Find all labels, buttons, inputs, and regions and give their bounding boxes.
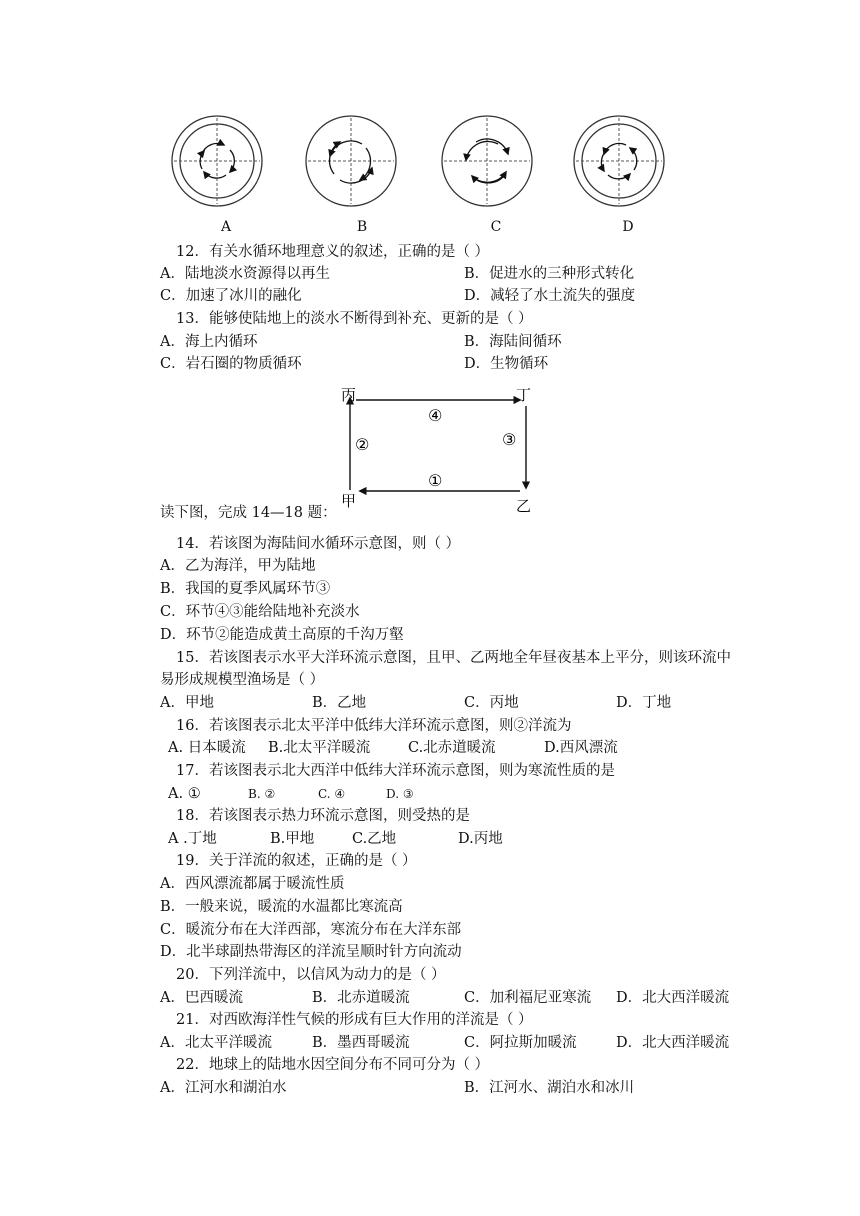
question-13-option-c: C．岩石圈的物质循环 [160,356,302,372]
cycle-diagram [330,378,540,516]
question-18-option-d: D.丙地 [458,831,503,847]
question-17-option-a: A. ① [168,786,201,802]
edge-top-label: ④ [428,406,443,425]
question-12-option-a: A．陆地淡水资源得以再生 [160,266,330,282]
question-15-option-b: B．乙地 [312,695,367,711]
question-15-stem-continued: 易形成规模型渔场是（ ） [160,672,325,688]
question-14-option-c: C．环节④③能给陆地补充淡水 [160,604,360,620]
question-19-stem: 19．关于洋流的叙述，正确的是（ ） [176,853,417,869]
question-12-option-c: C．加速了冰川的融化 [160,288,302,304]
question-12-option-d: D．减轻了水土流失的强度 [464,288,636,304]
question-16-stem: 16．若该图表示北太平洋中低纬大洋环流示意图，则②洋流为 [176,718,572,734]
question-13-stem: 13．能够使陆地上的淡水不断得到补充、更新的是（ ） [176,311,533,327]
question-21-option-c: C．阿拉斯加暖流 [464,1035,577,1051]
read-prompt: 读下图，完成 14—18 题： [160,505,337,521]
question-16-option-c: C.北赤道暖流 [408,740,496,756]
diagram-label-d: D [622,219,634,235]
question-19-option-d: D．北半球副热带海区的洋流呈顺时针方向流动 [160,944,462,960]
question-17-stem: 17．若该图表示北大西洋中低纬大洋环流示意图，则为寒流性质的是 [176,763,615,779]
question-16-option-a: A. 日本暖流 [168,740,246,756]
question-15-stem: 15．若该图表示水平大洋环流示意图，且甲、乙两地全年昼夜基本上平分，则该环流中 [176,650,731,666]
diagram-label-a: A [220,219,232,235]
question-12-option-b: B．促进水的三种形式转化 [464,266,635,282]
question-12-stem: 12．有关水循环地理意义的叙述，正确的是（ ） [176,244,490,260]
edge-bottom-label: ① [428,471,443,490]
question-17-option-b: B. ② [248,787,276,801]
question-14-stem: 14．若该图为海陆间水循环示意图，则（ ） [176,536,461,552]
edge-left-label: ② [355,435,370,454]
corner-bing: 丙 [341,386,357,404]
question-18-option-a: A .丁地 [168,831,217,847]
question-22-stem: 22．地球上的陆地水因空间分布不同可分为（ ） [176,1057,490,1073]
question-19-option-a: A．西风漂流都属于暖流性质 [160,876,345,892]
question-17-option-c: C. ④ [318,787,346,801]
question-18-stem: 18．若该图表示热力环流示意图，则受热的是 [176,808,470,824]
corner-jia: 甲 [341,492,357,510]
question-21-stem: 21．对西欧海洋性气候的形成有巨大作用的洋流是（ ） [176,1012,533,1028]
question-18-option-c: C.乙地 [352,831,397,847]
question-16-option-d: D.西风漂流 [544,740,618,756]
question-13-option-b: B．海陆间循环 [464,334,562,350]
question-13-option-a: A．海上内循环 [160,334,258,350]
question-21-option-b: B．墨西哥暖流 [312,1035,410,1051]
circulation-diagram-a [170,114,264,208]
question-14-option-a: A．乙为海洋，甲为陆地 [160,558,316,574]
question-13-option-d: D．生物循环 [464,356,549,372]
question-20-option-b: B．北赤道暖流 [312,990,410,1006]
question-14-option-d: D．环节②能造成黄土高原的千沟万壑 [160,627,404,643]
question-20-option-c: C．加利福尼亚寒流 [464,990,592,1006]
question-21-option-d: D．北大西洋暖流 [616,1035,730,1051]
circulation-diagram-d [572,114,666,208]
circulation-diagram-b [304,114,398,208]
edge-right-label: ③ [502,430,517,449]
question-22-option-a: A．江河水和湖泊水 [160,1080,287,1096]
diagram-label-b: B [356,219,368,235]
question-19-option-b: B．一般来说，暖流的水温都比寒流高 [160,899,403,915]
question-16-option-b: B.北太平洋暖流 [268,740,371,756]
corner-ding: 丁 [516,386,532,404]
question-19-option-c: C．暖流分布在大洋西部，寒流分布在大洋东部 [160,922,462,938]
question-15-option-a: A．甲地 [160,695,214,711]
question-20-option-a: A．巴西暖流 [160,990,243,1006]
circulation-diagram-c [440,114,534,208]
question-14-option-b: B．我国的夏季风属环节③ [160,581,331,597]
diagram-label-c: C [490,219,502,235]
question-20-option-d: D．北大西洋暖流 [616,990,730,1006]
corner-yi: 乙 [516,497,532,515]
question-20-stem: 20．下列洋流中，以信风为动力的是（ ） [176,967,446,983]
question-22-option-b: B．江河水、湖泊水和冰川 [464,1080,635,1096]
question-15-option-c: C．丙地 [464,695,519,711]
question-21-option-a: A．北太平洋暖流 [160,1035,272,1051]
question-18-option-b: B.甲地 [270,831,315,847]
question-15-option-d: D．丁地 [616,695,672,711]
question-17-option-d: D. ③ [386,787,414,801]
